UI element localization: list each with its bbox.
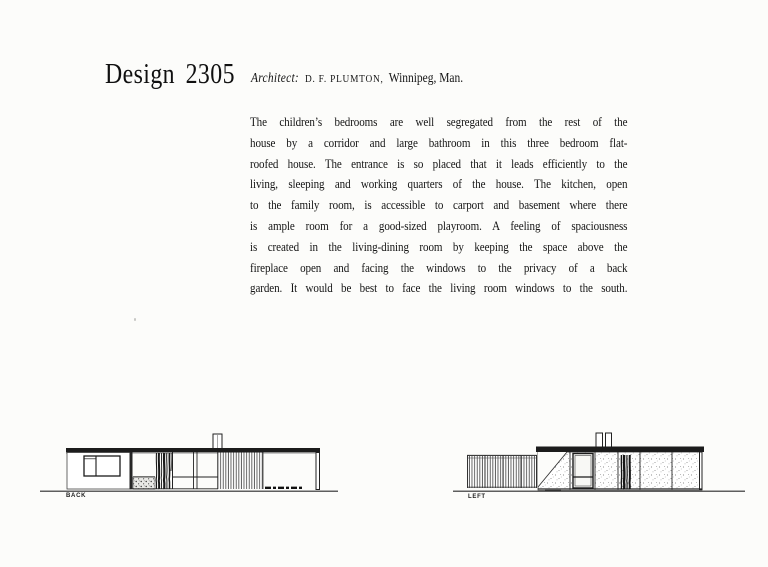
- back-carport: [265, 453, 320, 490]
- back-vertical-siding: [218, 453, 263, 490]
- left-house-wall: [538, 452, 702, 491]
- paragraph-line: house by a corridor and large bathroom in this three bedroom flat-: [250, 134, 628, 150]
- description-paragraph: [250, 112, 627, 299]
- paragraph-line: The children’s bedrooms are well segregated from the rest of the: [250, 114, 628, 129]
- paragraph-line: roofed house. The entrance is so placed that it leads efficiently to the: [250, 155, 628, 171]
- paragraph-line: is ample room for a good-sized playroom. A feeling of spaciousness: [250, 217, 628, 233]
- left-chimneys: [596, 433, 612, 447]
- paragraph-line: to the family room, is accessible to carport and basement where there: [250, 197, 628, 213]
- paragraph-line: garden. It would be best to face the living room windows to the south.: [250, 280, 628, 296]
- scan-speck: [134, 318, 136, 321]
- paragraph-line: is created in the living-dining room by keeping the space above the: [250, 238, 628, 254]
- paragraph-line: living, sleeping and working quarters of the house. The kitchen, open: [250, 176, 628, 192]
- left-roof-fascia: [536, 447, 704, 453]
- architect-label: Architect:: [251, 70, 300, 85]
- left-elevation-label: LEFT: [468, 494, 486, 500]
- architect-name: D. F. PLUMTON,: [304, 73, 384, 85]
- back-elevation-label: BACK: [66, 493, 87, 499]
- back-drapes: [156, 453, 171, 489]
- back-left-wall: [67, 453, 130, 490]
- carport-screen-fence: [467, 455, 537, 488]
- back-chimney: [213, 434, 222, 449]
- left-elevation-drawing: [450, 425, 750, 505]
- back-door-spandrel: [133, 477, 155, 489]
- left-entry-window: [573, 454, 593, 489]
- architect-location: Winnipeg, Man.: [388, 70, 464, 85]
- architect-line: [251, 69, 463, 88]
- back-glazed-section: [130, 453, 219, 490]
- page-title: Design 2305: [105, 59, 235, 90]
- back-carport-post: [316, 453, 320, 490]
- paragraph-line: fireplace open and facing the windows to the privacy of a back: [250, 259, 628, 275]
